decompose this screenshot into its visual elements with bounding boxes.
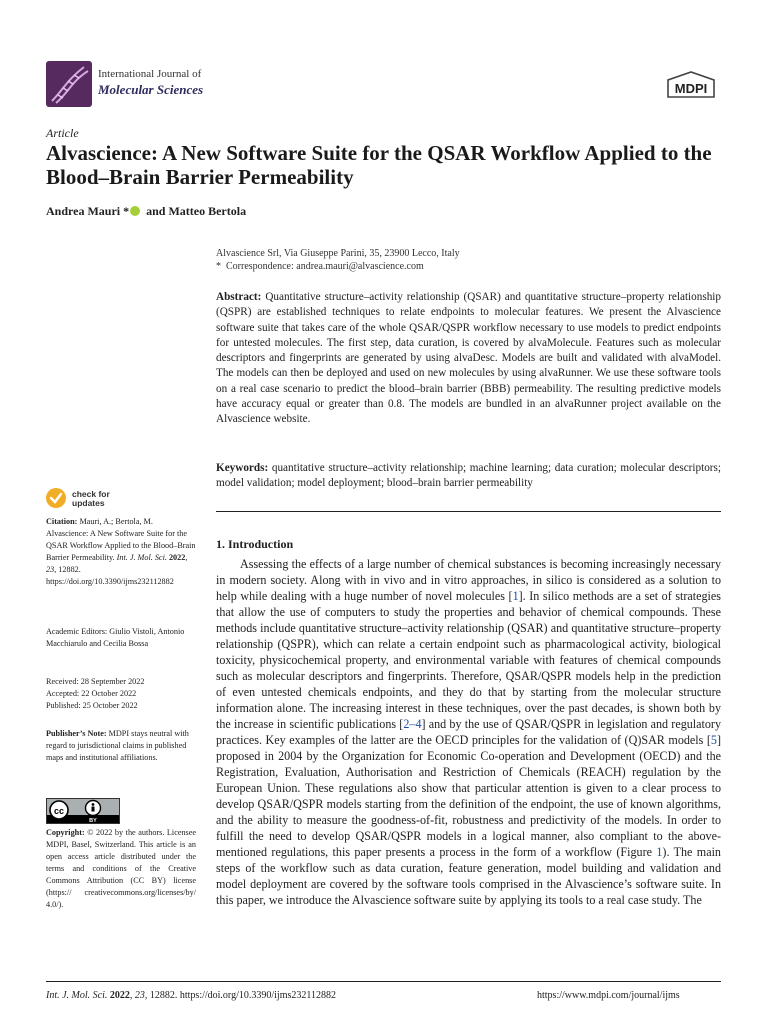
reference-link[interactable]: 5: [710, 733, 717, 747]
reference-link[interactable]: 2–4: [403, 717, 422, 731]
keywords-label: Keywords:: [216, 462, 269, 474]
affiliation: Alvascience Srl, Via Giuseppe Parini, 35, 23900 Lecco, Italy: [216, 248, 460, 259]
correspondence-mark: *: [216, 261, 221, 272]
orcid-icon[interactable]: [130, 206, 140, 216]
citation: Citation: Mauri, A.; Bertola, M. Alvascience: A New Software Suite for the QSAR Workflow Applied to the Blood–Brain Barrier Permeability. Int. J. Mol. Sci. 2022, 23, 12882. https://doi.org/10.3390/ijms232112882: [46, 517, 196, 586]
check-updates-icon: [46, 488, 66, 508]
footer-journal-url[interactable]: https://www.mdpi.com/journal/ijms: [537, 990, 680, 1001]
correspondence: [216, 261, 424, 272]
cc-by-license-badge[interactable]: [46, 798, 120, 824]
abstract-text: Quantitative structure–activity relationship (QSAR) and quantitative structure–property relationship (QSPR) are established techniques to relate endpoints to molecular features. We present the Alvascience software suite that takes care of the whole QSAR/QSPR workflow necessary to use models to predict endpoints for untested molecules. The first step, data curation, is covered by alvaMolecule. Features such as molecular descriptors and fingerprints are generated by using alvaDesc. Models are built and validated with alvaModel. The models can then be deployed and used on new molecules by using alvaRunner. We use these software tools on a real case scenario to predict the blood–brain barrier (BBB) permeability. The resulting predictive models have accuracy equal or greater than 0.8. The models are bundled in an alvaRunner project available on the Alvascience website.: [216, 291, 722, 426]
figure-link[interactable]: 1: [656, 845, 663, 859]
journal-name-line1: International Journal of: [98, 68, 202, 80]
publication-dates: [46, 676, 196, 712]
journal-name-line2: Molecular Sciences: [98, 82, 204, 97]
publishers-note: Publisher’s Note: MDPI stays neutral with regard to jurisdictional claims in published maps and institutional affiliations.: [46, 729, 189, 762]
journal-logo-icon: [46, 61, 92, 107]
author-name[interactable]: and Matteo Bertola: [143, 204, 247, 218]
author-list: [46, 204, 246, 219]
author-name[interactable]: Andrea Mauri *: [46, 204, 130, 218]
keywords: [216, 461, 721, 492]
divider: [216, 511, 721, 512]
received-date: Received: 28 September 2022: [46, 677, 145, 686]
published-date: Published: 25 October 2022: [46, 701, 138, 710]
abstract-label: Abstract:: [216, 291, 262, 303]
check-updates-line2: updates: [72, 498, 105, 508]
accepted-date: Accepted: 22 October 2022: [46, 689, 137, 698]
reference-link[interactable]: 1: [512, 589, 519, 603]
check-for-updates-button[interactable]: [46, 488, 126, 514]
cc-by-label: BY: [89, 818, 97, 823]
keywords-text: quantitative structure–activity relationship; machine learning; data curation; molecular descriptors; model validation; model deployment; blood–brain barrier permeability: [216, 462, 721, 490]
section-heading: 1. Introduction: [216, 537, 294, 551]
correspondence-text[interactable]: Correspondence: andrea.mauri@alvascience.com: [226, 261, 424, 272]
article-title: Alvascience: A New Software Suite for the QSAR Workflow Applied to the Blood–Brain Barrier Permeability: [46, 141, 712, 189]
citation-doi[interactable]: , 12882. https://doi.org/10.3390/ijms232112882: [46, 565, 174, 586]
copyright-notice: Copyright: © 2022 by the authors. Licensee MDPI, Basel, Switzerland. This article is an open access article distributed under the terms and conditions of the Creative Commons Attribution (CC BY) license (https:// creativecommons.org/licenses/by/ 4.0/).: [46, 828, 197, 909]
abstract: [216, 290, 721, 428]
publisher-logo[interactable]: [664, 70, 718, 100]
footer-divider: [46, 981, 721, 982]
footer-citation: Int. J. Mol. Sci. 2022, 23, 12882. https://doi.org/10.3390/ijms232112882: [46, 990, 336, 1001]
footer-doi[interactable]: , 12882. https://doi.org/10.3390/ijms232112882: [144, 990, 336, 1001]
introduction-paragraph: Assessing the effects of a large number of chemical substances is becoming increasingly necessary in modern society. Along with in vivo and in vitro approaches, in silico is considered as a solution to help while dealing with a huge number of novel molecules [1]. In silico methods are a set of strategies that allow the use of computers to study the properties and behavior of chemical compounds. These methods include quantitative structure–activity relationship (QSAR) and quantitative structure–property relationship (QSPR), which can relate a certain endpoint such as pharmacological activity, biological toxicity, physicochemical property, and environmental variable with features of chemical compounds such as molecular descriptors and fingerprints. Therefore, QSAR/QSPR models help in the prediction of even untested chemicals endpoints, and they do that by starting from the molecular structure information alone. The increasing interest in these techniques, over the past decades, is shown both by the increase in scientific publications [2–4] and by the use of QSAR/QSPR in legislation and regulatory practices. Key examples of the latter are the OECD principles for the validation of (Q)SAR models [5] proposed in 2004 by the Organization for Economic Co-operation and Development (OECD) and the Registration, Evaluation, Authorisation and Restriction of Chemicals (REACH) regulation by the European Union. These regulations also show that particular attention is given to a clear process to develop QSAR/QSPR models starting from the definition of the endpoint, the use of known algorithms, and the ability to measure the goodness-of-fit, robustness and predictivity of the models. In order to fulfill the need to develop QSAR/QSPR models in a logical manner, also compliant to the above-mentioned regulations, this paper presents a process in the form of a workflow (Figure 1). The main steps of the workflow such as data curation, feature generation, model building and validation and model deployment are covered by the software tools comprised in the Alvascience’s software suite. In this paper, we introduce the Alvascience software suite by applying its tools to a real case study. The: [216, 557, 721, 907]
academic-editors: Academic Editors: Giulio Vistoli, Antonio Macchiarulo and Cecilia Bossa: [46, 627, 185, 648]
publisher-name: MDPI: [674, 81, 708, 96]
check-updates-line1: check for: [72, 489, 110, 499]
cc-label: cc: [53, 806, 65, 816]
article-type: Article: [46, 126, 79, 140]
